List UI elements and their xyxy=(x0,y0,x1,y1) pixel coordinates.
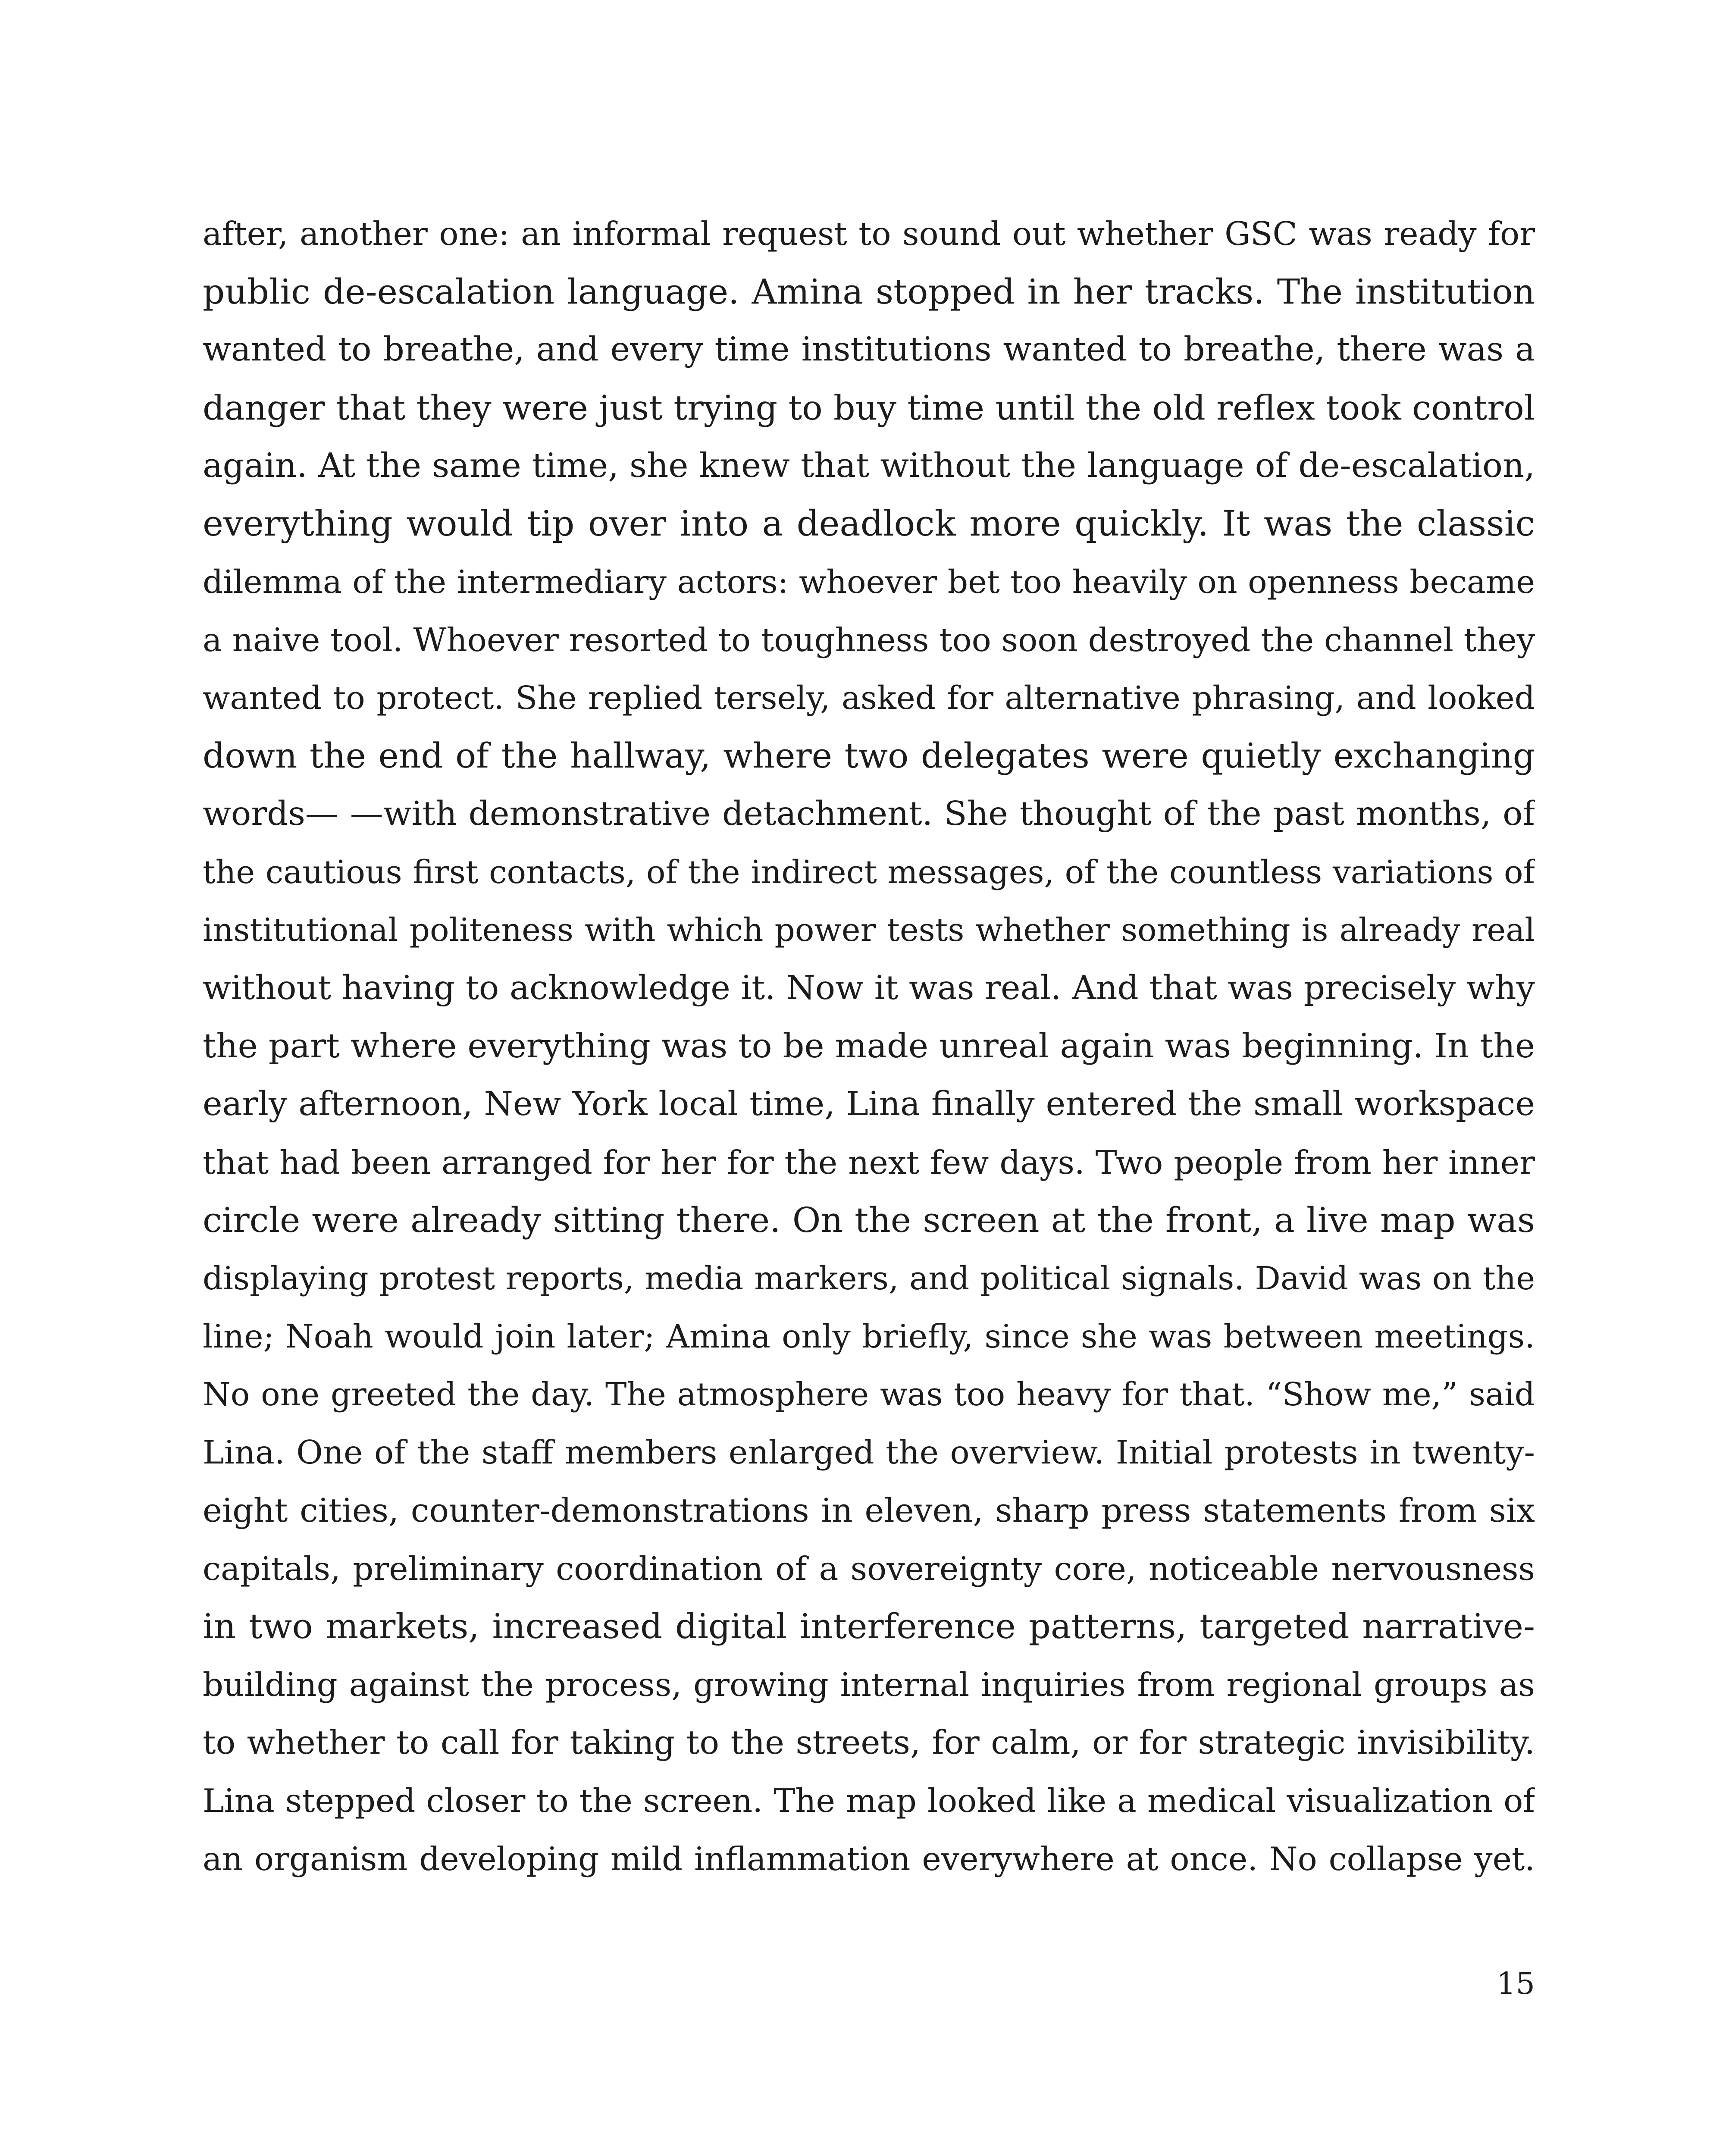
text-line: institutional politeness with which power tests whether something is already real xyxy=(203,912,1535,949)
text-line: an organism developing mild inflammation everywhere at once. No collapse yet. xyxy=(203,1839,1535,1878)
text-line: the part where everything was to be made unreal again was beginning. In the xyxy=(203,1027,1535,1066)
text-line: wanted to breathe, and every time institutions wanted to breathe, there was a xyxy=(203,330,1535,369)
text-line: eight cities, counter-demonstrations in eleven, sharp press statements from six xyxy=(203,1491,1535,1530)
text-line: building against the process, growing internal inquiries from regional groups as xyxy=(203,1665,1535,1704)
text-line: words— —with demonstrative detachment. She thought of the past months, of xyxy=(203,794,1535,833)
text-line: Lina. One of the staff members enlarged the overview. Initial protests in twenty- xyxy=(203,1433,1535,1472)
text-line: circle were already sitting there. On the screen at the front, a live map was xyxy=(203,1200,1535,1241)
text-line: wanted to protect. She replied tersely, asked for alternative phrasing, and looked xyxy=(203,679,1535,717)
text-line: in two markets, increased digital interference patterns, targeted narrative- xyxy=(203,1606,1535,1647)
text-line: line; Noah would join later; Amina only briefly, since she was between meetings. xyxy=(203,1317,1535,1356)
text-line: dilemma of the intermediary actors: whoever bet too heavily on openness became xyxy=(203,563,1535,601)
text-line: danger that they were just trying to buy time until the old reflex took control xyxy=(203,388,1535,428)
text-line: a naive tool. Whoever resorted to toughness too soon destroyed the channel they xyxy=(203,621,1535,659)
text-line: everything would tip over into a deadlock more quickly. It was the classic xyxy=(203,503,1535,544)
text-line: displaying protest reports, media markers, and political signals. David was on the xyxy=(203,1260,1535,1297)
text-line: early afternoon, New York local time, Lina finally entered the small workspace xyxy=(203,1084,1535,1123)
text-line: to whether to call for taking to the streets, for calm, or for strategic invisibility. xyxy=(203,1723,1535,1762)
text-line: the cautious first contacts, of the indirect messages, of the countless variations of xyxy=(203,853,1535,891)
body-text xyxy=(203,205,1535,1888)
text-line: again. At the same time, she knew that without the language of de-escalation, xyxy=(203,446,1535,486)
text-line: without having to acknowledge it. Now it was real. And that was precisely why xyxy=(203,968,1535,1007)
text-line: public de-escalation language. Amina stopped in her tracks. The institution xyxy=(203,271,1535,312)
text-line: down the end of the hallway, where two delegates were quietly exchanging xyxy=(203,736,1535,776)
text-line: after, another one: an informal request to sound out whether GSC was ready for xyxy=(203,215,1535,253)
text-line: Lina stepped closer to the screen. The map looked like a medical visualization of xyxy=(203,1782,1535,1820)
page-number: 15 xyxy=(1496,1966,1535,2001)
text-line: that had been arranged for her for the next few days. Two people from her inner xyxy=(203,1143,1535,1181)
text-line: capitals, preliminary coordination of a sovereignty core, noticeable nervousness xyxy=(203,1549,1535,1588)
text-line: No one greeted the day. The atmosphere was too heavy for that. “Show me,” said xyxy=(203,1376,1535,1413)
